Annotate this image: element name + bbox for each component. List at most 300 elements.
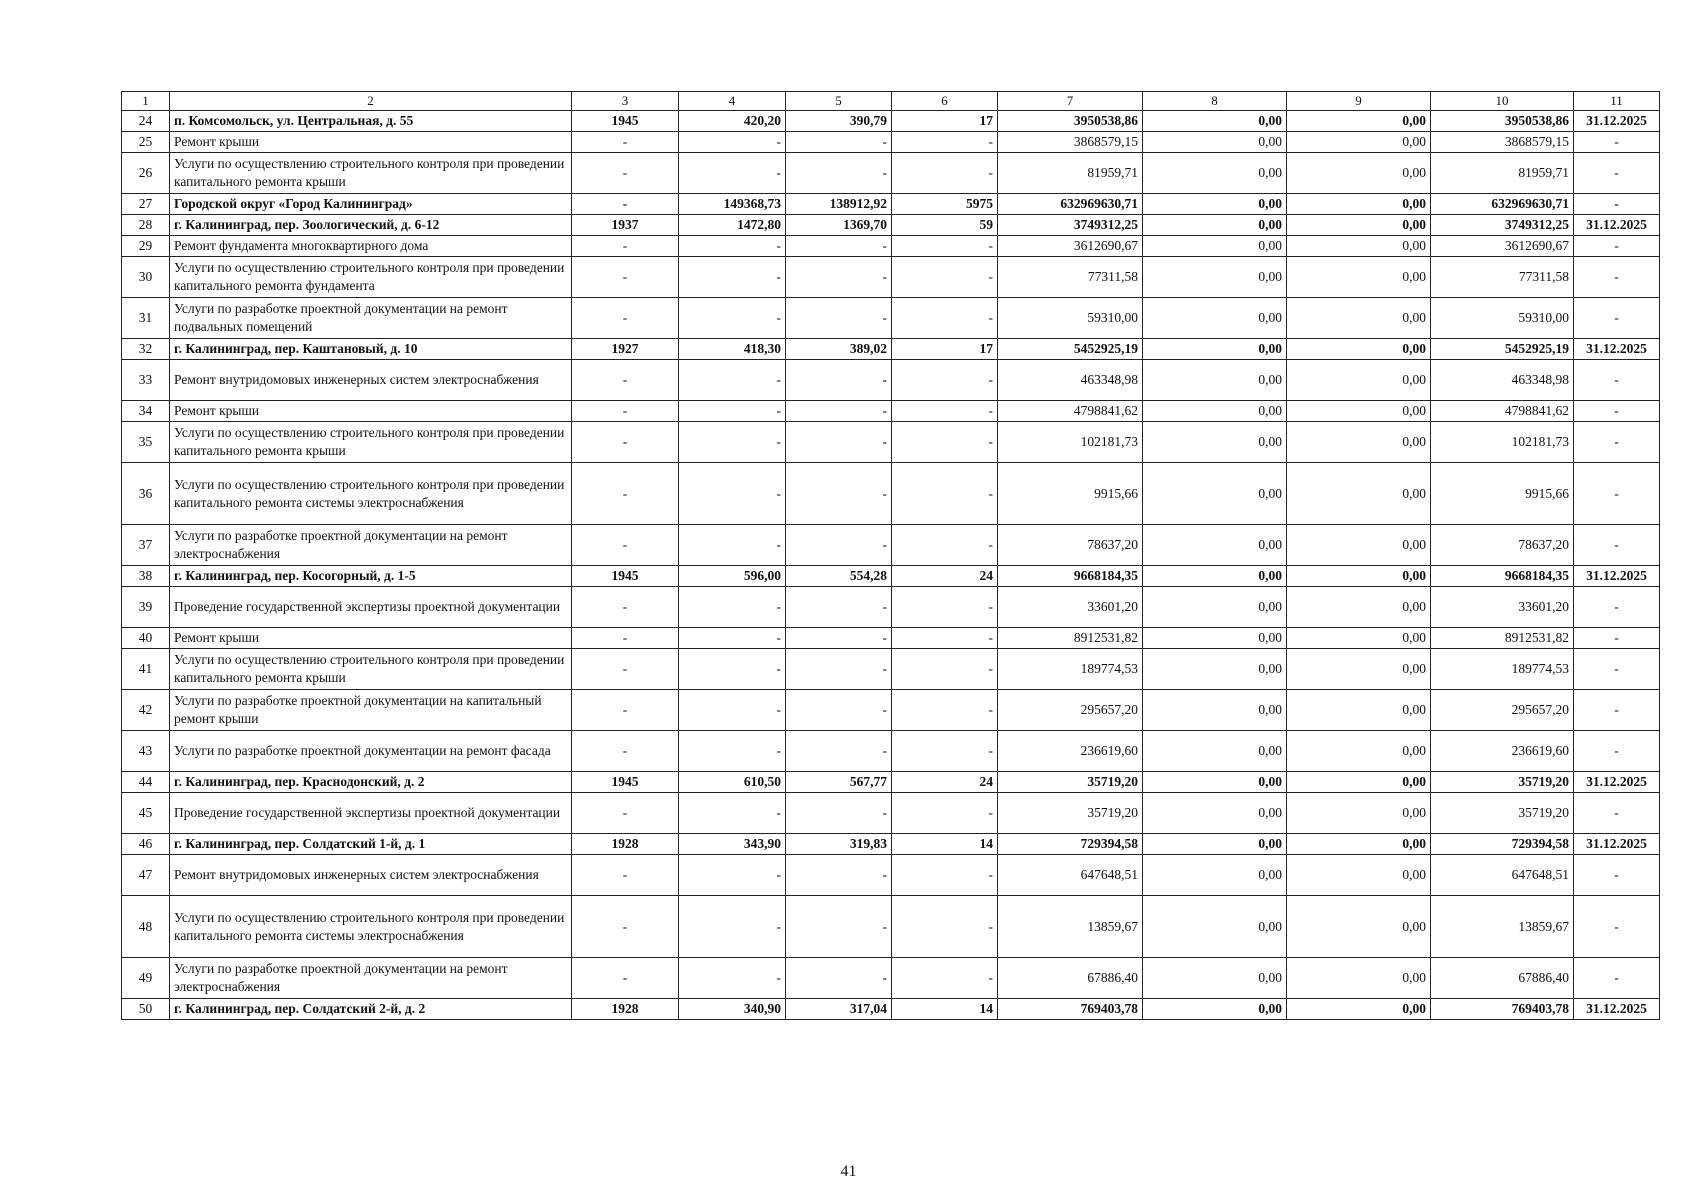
col-3-cell: - [572,153,679,194]
col-11-cell: - [1574,360,1660,401]
col-8-cell: 0,00 [1143,628,1287,649]
col-6-cell: - [892,855,998,896]
col-11-cell: - [1574,793,1660,834]
table-row-work-item [122,298,1660,339]
header-cell: 2 [170,92,572,111]
table-row-work-item [122,793,1660,834]
row-number-cell: 28 [122,215,170,236]
col-6-cell: - [892,628,998,649]
col-11-cell: - [1574,236,1660,257]
col-5-cell: - [786,298,892,339]
col-10-cell: 13859,67 [1431,896,1574,958]
col-9-cell: 0,00 [1287,731,1431,772]
col-4-cell: - [679,855,786,896]
header-cell: 4 [679,92,786,111]
item-name-cell: Ремонт фундамента многоквартирного дома [170,236,572,257]
col-8-cell: 0,00 [1143,834,1287,855]
col-10-cell: 78637,20 [1431,525,1574,566]
item-name-cell: Ремонт крыши [170,401,572,422]
col-10-cell: 59310,00 [1431,298,1574,339]
col-8-cell: 0,00 [1143,999,1287,1020]
col-7-cell: 9915,66 [998,463,1143,525]
col-10-cell: 3612690,67 [1431,236,1574,257]
item-name-cell: Услуги по осуществлению строительного контроля при проведении капитального ремонта крыши [170,649,572,690]
header-cell: 9 [1287,92,1431,111]
col-11-cell: - [1574,525,1660,566]
item-name-cell: Услуги по разработке проектной документации на ремонт электроснабжения [170,958,572,999]
col-3-cell: - [572,422,679,463]
item-name-cell: Услуги по осуществлению строительного контроля при проведении капитального ремонта фундамента [170,257,572,298]
col-10-cell: 189774,53 [1431,649,1574,690]
col-8-cell: 0,00 [1143,793,1287,834]
col-10-cell: 8912531,82 [1431,628,1574,649]
col-7-cell: 67886,40 [998,958,1143,999]
col-11-cell: - [1574,896,1660,958]
col-4-cell: - [679,463,786,525]
col-10-cell: 769403,78 [1431,999,1574,1020]
col-3-cell: - [572,525,679,566]
item-name-cell: Услуги по разработке проектной документации на ремонт электроснабжения [170,525,572,566]
col-3-cell: - [572,628,679,649]
col-11-cell: 31.12.2025 [1574,566,1660,587]
col-8-cell: 0,00 [1143,215,1287,236]
col-8-cell: 0,00 [1143,690,1287,731]
col-6-cell: - [892,132,998,153]
col-3-cell: 1928 [572,999,679,1020]
row-number-cell: 27 [122,194,170,215]
col-3-cell: - [572,690,679,731]
col-11-cell: - [1574,731,1660,772]
col-3-cell: - [572,855,679,896]
col-11-cell: 31.12.2025 [1574,999,1660,1020]
row-number-cell: 50 [122,999,170,1020]
col-9-cell: 0,00 [1287,958,1431,999]
row-number-cell: 48 [122,896,170,958]
col-11-cell: - [1574,153,1660,194]
col-3-cell: - [572,236,679,257]
item-name-cell: Услуги по осуществлению строительного контроля при проведении капитального ремонта крыши [170,153,572,194]
col-11-cell: - [1574,422,1660,463]
col-10-cell: 236619,60 [1431,731,1574,772]
col-9-cell: 0,00 [1287,339,1431,360]
col-8-cell: 0,00 [1143,772,1287,793]
item-name-cell: г. Калининград, пер. Солдатский 1-й, д. 1 [170,834,572,855]
item-name-cell: Ремонт крыши [170,628,572,649]
col-11-cell: - [1574,257,1660,298]
table-row-address [122,111,1660,132]
row-number-cell: 45 [122,793,170,834]
col-9-cell: 0,00 [1287,422,1431,463]
col-4-cell: 596,00 [679,566,786,587]
table-row-work-item [122,649,1660,690]
item-name-cell: г. Калининград, пер. Косогорный, д. 1-5 [170,566,572,587]
item-name-cell: Ремонт крыши [170,132,572,153]
table-row-work-item [122,628,1660,649]
col-7-cell: 78637,20 [998,525,1143,566]
row-number-cell: 25 [122,132,170,153]
table-row-work-item [122,401,1660,422]
col-11-cell: 31.12.2025 [1574,834,1660,855]
col-7-cell: 8912531,82 [998,628,1143,649]
col-6-cell: - [892,525,998,566]
item-name-cell: г. Калининград, пер. Солдатский 2-й, д. 2 [170,999,572,1020]
page-number: 41 [840,1163,857,1180]
col-5-cell: - [786,401,892,422]
item-name-cell: Услуги по осуществлению строительного контроля при проведении капитального ремонта системы электроснабжения [170,896,572,958]
table-row-work-item [122,153,1660,194]
col-7-cell: 769403,78 [998,999,1143,1020]
table-row-address [122,566,1660,587]
col-8-cell: 0,00 [1143,525,1287,566]
col-11-cell: 31.12.2025 [1574,772,1660,793]
row-number-cell: 46 [122,834,170,855]
row-number-cell: 49 [122,958,170,999]
col-9-cell: 0,00 [1287,360,1431,401]
col-5-cell: - [786,855,892,896]
col-8-cell: 0,00 [1143,257,1287,298]
row-number-cell: 43 [122,731,170,772]
col-4-cell: 149368,73 [679,194,786,215]
col-11-cell: 31.12.2025 [1574,215,1660,236]
col-10-cell: 9668184,35 [1431,566,1574,587]
col-7-cell: 5452925,19 [998,339,1143,360]
col-6-cell: 24 [892,566,998,587]
col-10-cell: 67886,40 [1431,958,1574,999]
item-name-cell: Городской округ «Город Калининград» [170,194,572,215]
item-name-cell: Услуги по разработке проектной документации на капитальный ремонт крыши [170,690,572,731]
col-9-cell: 0,00 [1287,298,1431,339]
col-7-cell: 4798841,62 [998,401,1143,422]
col-11-cell: - [1574,958,1660,999]
col-10-cell: 3749312,25 [1431,215,1574,236]
col-6-cell: - [892,793,998,834]
col-7-cell: 35719,20 [998,772,1143,793]
col-8-cell: 0,00 [1143,236,1287,257]
col-5-cell: 319,83 [786,834,892,855]
col-7-cell: 59310,00 [998,298,1143,339]
col-4-cell: - [679,422,786,463]
col-11-cell: - [1574,463,1660,525]
table-row-work-item [122,132,1660,153]
header-cell: 10 [1431,92,1574,111]
row-number-cell: 31 [122,298,170,339]
document-page [121,91,1659,1020]
col-3-cell: - [572,401,679,422]
row-number-cell: 29 [122,236,170,257]
col-4-cell: 610,50 [679,772,786,793]
row-number-cell: 36 [122,463,170,525]
col-5-cell: - [786,422,892,463]
col-4-cell: - [679,525,786,566]
col-9-cell: 0,00 [1287,999,1431,1020]
col-4-cell: - [679,153,786,194]
col-5-cell: - [786,587,892,628]
col-6-cell: - [892,360,998,401]
col-8-cell: 0,00 [1143,649,1287,690]
col-7-cell: 3749312,25 [998,215,1143,236]
col-9-cell: 0,00 [1287,132,1431,153]
col-4-cell: 343,90 [679,834,786,855]
col-11-cell: - [1574,649,1660,690]
col-10-cell: 647648,51 [1431,855,1574,896]
table-row-work-item [122,690,1660,731]
col-6-cell: 14 [892,999,998,1020]
col-9-cell: 0,00 [1287,463,1431,525]
col-10-cell: 463348,98 [1431,360,1574,401]
col-7-cell: 35719,20 [998,793,1143,834]
col-3-cell: - [572,731,679,772]
col-6-cell: 59 [892,215,998,236]
col-3-cell: - [572,194,679,215]
header-cell: 7 [998,92,1143,111]
col-5-cell: 317,04 [786,999,892,1020]
col-11-cell: - [1574,855,1660,896]
col-6-cell: - [892,896,998,958]
col-3-cell: 1945 [572,566,679,587]
col-4-cell: - [679,257,786,298]
col-8-cell: 0,00 [1143,896,1287,958]
row-number-cell: 33 [122,360,170,401]
col-9-cell: 0,00 [1287,215,1431,236]
col-9-cell: 0,00 [1287,649,1431,690]
item-name-cell: г. Калининград, пер. Каштановый, д. 10 [170,339,572,360]
col-10-cell: 5452925,19 [1431,339,1574,360]
table-row-address [122,999,1660,1020]
col-3-cell: 1945 [572,772,679,793]
col-4-cell: 420,20 [679,111,786,132]
col-7-cell: 189774,53 [998,649,1143,690]
col-7-cell: 647648,51 [998,855,1143,896]
col-7-cell: 463348,98 [998,360,1143,401]
col-7-cell: 632969630,71 [998,194,1143,215]
col-6-cell: - [892,257,998,298]
col-4-cell: 418,30 [679,339,786,360]
col-5-cell: 138912,92 [786,194,892,215]
col-10-cell: 102181,73 [1431,422,1574,463]
col-8-cell: 0,00 [1143,855,1287,896]
col-4-cell: 1472,80 [679,215,786,236]
table-row-work-item [122,855,1660,896]
col-9-cell: 0,00 [1287,834,1431,855]
column-number-header [122,92,1660,111]
col-3-cell: - [572,958,679,999]
item-name-cell: Ремонт внутридомовых инженерных систем электроснабжения [170,855,572,896]
row-number-cell: 24 [122,111,170,132]
item-name-cell: Проведение государственной экспертизы проектной документации [170,587,572,628]
col-3-cell: - [572,360,679,401]
row-number-cell: 47 [122,855,170,896]
col-11-cell: - [1574,690,1660,731]
col-5-cell: 389,02 [786,339,892,360]
header-cell: 5 [786,92,892,111]
header-cell: 11 [1574,92,1660,111]
col-6-cell: 17 [892,111,998,132]
col-10-cell: 9915,66 [1431,463,1574,525]
col-7-cell: 102181,73 [998,422,1143,463]
col-3-cell: 1945 [572,111,679,132]
col-6-cell: - [892,958,998,999]
col-4-cell: - [679,360,786,401]
col-9-cell: 0,00 [1287,525,1431,566]
header-cell: 6 [892,92,998,111]
col-4-cell: - [679,793,786,834]
col-3-cell: - [572,649,679,690]
table-row-address [122,194,1660,215]
table-row-work-item [122,958,1660,999]
col-5-cell: - [786,360,892,401]
col-3-cell: - [572,463,679,525]
item-name-cell: Услуги по разработке проектной документации на ремонт фасада [170,731,572,772]
col-7-cell: 3950538,86 [998,111,1143,132]
col-8-cell: 0,00 [1143,731,1287,772]
table-row-work-item [122,257,1660,298]
col-3-cell: - [572,896,679,958]
table-row-address [122,772,1660,793]
col-5-cell: - [786,236,892,257]
row-number-cell: 35 [122,422,170,463]
col-5-cell: - [786,793,892,834]
table-row-work-item [122,236,1660,257]
col-8-cell: 0,00 [1143,298,1287,339]
row-number-cell: 38 [122,566,170,587]
col-3-cell: - [572,298,679,339]
col-3-cell: - [572,587,679,628]
row-number-cell: 39 [122,587,170,628]
col-8-cell: 0,00 [1143,958,1287,999]
col-5-cell: - [786,153,892,194]
col-4-cell: 340,90 [679,999,786,1020]
table-row-address [122,834,1660,855]
col-11-cell: - [1574,401,1660,422]
header-cell: 3 [572,92,679,111]
col-6-cell: - [892,463,998,525]
col-5-cell: - [786,132,892,153]
col-8-cell: 0,00 [1143,132,1287,153]
col-7-cell: 33601,20 [998,587,1143,628]
item-name-cell: г. Калининград, пер. Зоологический, д. 6-12 [170,215,572,236]
col-10-cell: 3868579,15 [1431,132,1574,153]
header-cell: 1 [122,92,170,111]
col-8-cell: 0,00 [1143,566,1287,587]
col-9-cell: 0,00 [1287,111,1431,132]
col-8-cell: 0,00 [1143,339,1287,360]
col-7-cell: 295657,20 [998,690,1143,731]
col-9-cell: 0,00 [1287,257,1431,298]
col-11-cell: 31.12.2025 [1574,111,1660,132]
col-10-cell: 295657,20 [1431,690,1574,731]
col-5-cell: - [786,463,892,525]
col-8-cell: 0,00 [1143,194,1287,215]
col-10-cell: 35719,20 [1431,772,1574,793]
col-8-cell: 0,00 [1143,111,1287,132]
col-7-cell: 236619,60 [998,731,1143,772]
item-name-cell: Услуги по осуществлению строительного контроля при проведении капитального ремонта крыши [170,422,572,463]
row-number-cell: 34 [122,401,170,422]
col-9-cell: 0,00 [1287,194,1431,215]
col-10-cell: 729394,58 [1431,834,1574,855]
col-5-cell: - [786,628,892,649]
col-4-cell: - [679,958,786,999]
col-6-cell: - [892,401,998,422]
col-9-cell: 0,00 [1287,628,1431,649]
col-6-cell: - [892,153,998,194]
col-6-cell: - [892,587,998,628]
col-9-cell: 0,00 [1287,896,1431,958]
row-number-cell: 30 [122,257,170,298]
item-name-cell: Услуги по осуществлению строительного контроля при проведении капитального ремонта системы электроснабжения [170,463,572,525]
col-3-cell: 1937 [572,215,679,236]
col-11-cell: - [1574,132,1660,153]
col-5-cell: - [786,525,892,566]
row-number-cell: 26 [122,153,170,194]
item-name-cell: г. Калининград, пер. Краснодонский, д. 2 [170,772,572,793]
col-4-cell: - [679,298,786,339]
table-row-address [122,339,1660,360]
col-6-cell: 24 [892,772,998,793]
table-row-address [122,215,1660,236]
col-10-cell: 4798841,62 [1431,401,1574,422]
col-5-cell: 390,79 [786,111,892,132]
table-row-work-item [122,896,1660,958]
col-6-cell: - [892,690,998,731]
col-7-cell: 77311,58 [998,257,1143,298]
col-11-cell: - [1574,194,1660,215]
col-6-cell: - [892,298,998,339]
col-6-cell: 17 [892,339,998,360]
col-5-cell: 567,77 [786,772,892,793]
col-4-cell: - [679,896,786,958]
row-number-cell: 42 [122,690,170,731]
header-cell: 8 [1143,92,1287,111]
table-row-work-item [122,422,1660,463]
col-10-cell: 77311,58 [1431,257,1574,298]
table-row-work-item [122,731,1660,772]
col-4-cell: - [679,236,786,257]
col-11-cell: - [1574,628,1660,649]
col-8-cell: 0,00 [1143,153,1287,194]
col-4-cell: - [679,587,786,628]
repair-program-table [121,91,1660,1020]
col-6-cell: - [892,731,998,772]
item-name-cell: Услуги по разработке проектной документации на ремонт подвальных помещений [170,298,572,339]
col-8-cell: 0,00 [1143,463,1287,525]
col-5-cell: - [786,690,892,731]
table-row-work-item [122,525,1660,566]
col-10-cell: 81959,71 [1431,153,1574,194]
col-10-cell: 3950538,86 [1431,111,1574,132]
col-7-cell: 3612690,67 [998,236,1143,257]
col-4-cell: - [679,132,786,153]
col-7-cell: 3868579,15 [998,132,1143,153]
col-5-cell: - [786,731,892,772]
col-5-cell: - [786,958,892,999]
table-row-work-item [122,463,1660,525]
col-6-cell: 5975 [892,194,998,215]
col-9-cell: 0,00 [1287,566,1431,587]
col-9-cell: 0,00 [1287,690,1431,731]
col-7-cell: 9668184,35 [998,566,1143,587]
col-10-cell: 33601,20 [1431,587,1574,628]
col-8-cell: 0,00 [1143,587,1287,628]
col-9-cell: 0,00 [1287,772,1431,793]
col-5-cell: 554,28 [786,566,892,587]
col-8-cell: 0,00 [1143,360,1287,401]
col-11-cell: 31.12.2025 [1574,339,1660,360]
col-9-cell: 0,00 [1287,401,1431,422]
col-6-cell: - [892,649,998,690]
col-4-cell: - [679,401,786,422]
row-number-cell: 41 [122,649,170,690]
